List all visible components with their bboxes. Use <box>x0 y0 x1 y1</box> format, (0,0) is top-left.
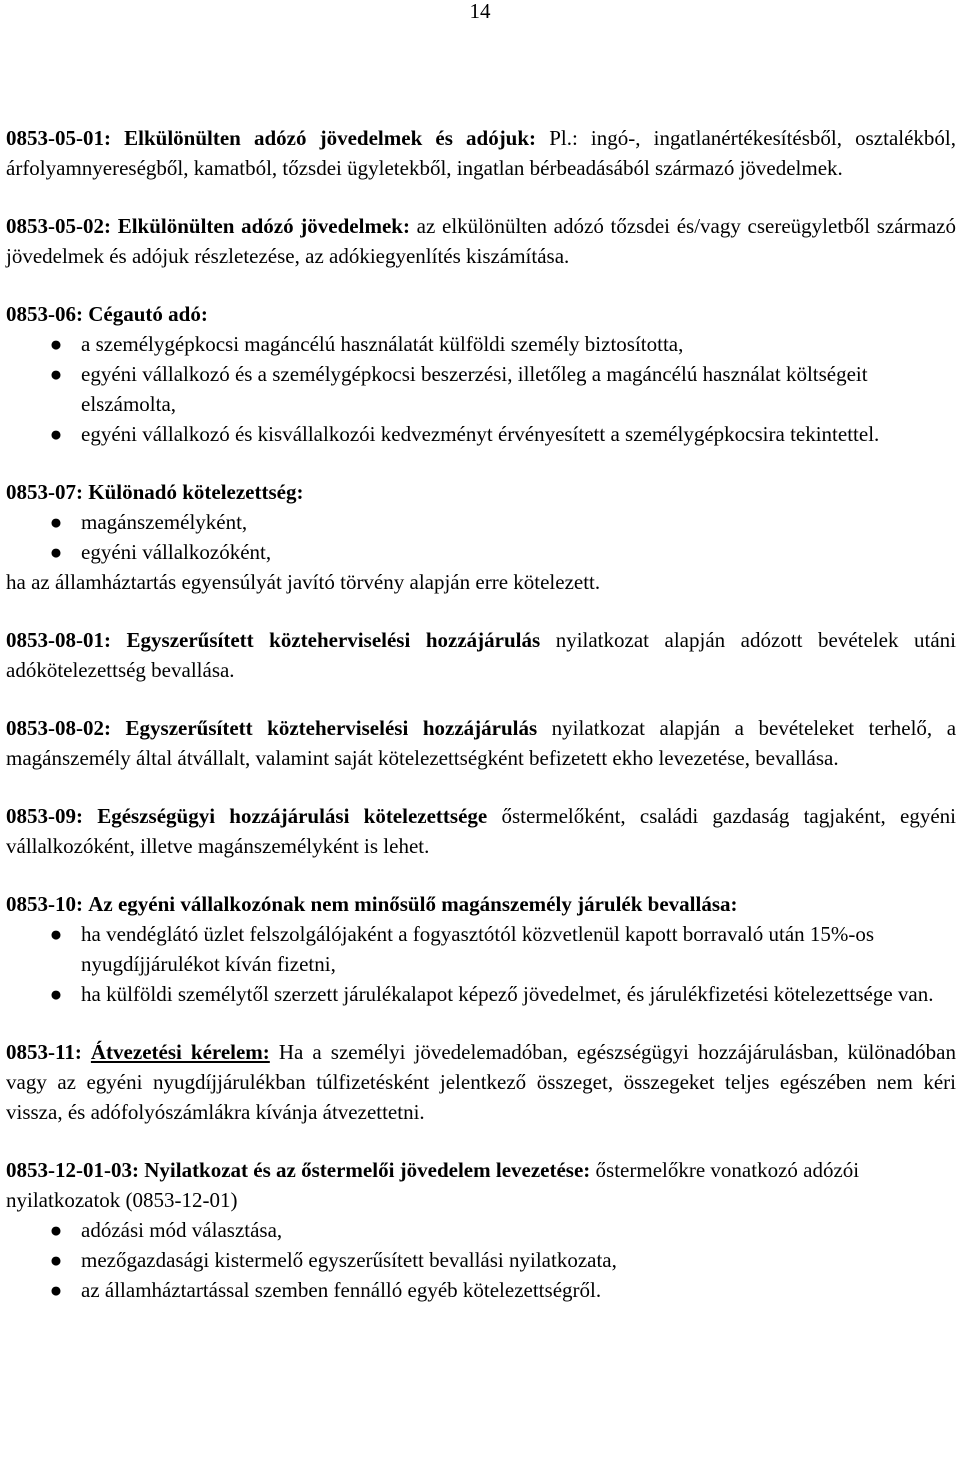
section-title: Különadó kötelezettség: <box>88 480 304 504</box>
section-text: őstermelőként, családi gazdaság tagjaként, egyéni vállalkozóként, illetve magánszemélyként is lehet. <box>6 804 956 858</box>
list-item-text: egyéni vállalkozó és a személygépkocsi beszerzési, illetőleg a magáncélú használat költségeit elszámolta, <box>81 362 868 416</box>
bullet-icon: ● <box>49 1218 63 1242</box>
section-code: 0853-09: <box>6 804 83 828</box>
section-code: 0853-08-02: <box>6 716 111 740</box>
list-item-text: az államháztartással szemben fennálló egyéb kötelezettségről. <box>81 1278 602 1302</box>
bullet-icon: ● <box>49 1248 63 1272</box>
list-item <box>6 1245 956 1275</box>
list-item-text: ha vendéglátó üzlet felszolgálójaként a fogyasztótól közvetlenül kapott borravaló után 15%-os nyugdíjjárulékot kíván fizetni, <box>81 922 875 976</box>
section-text: ha az államháztartás egyensúlyát javító törvény alapján erre kötelezett. <box>6 570 601 594</box>
bullet-icon: ● <box>49 540 63 564</box>
list-item <box>6 537 956 567</box>
section-0853-08-02 <box>6 713 956 773</box>
list-item <box>6 419 956 449</box>
list-item-text: egyéni vállalkozóként, <box>81 540 272 564</box>
section-code: 0853-10: <box>6 892 83 916</box>
section-code: 0853-06: <box>6 302 83 326</box>
section-0853-08-01 <box>6 625 956 685</box>
list-item-text: mezőgazdasági kistermelő egyszerűsített bevallási nyilatkozata, <box>81 1248 617 1272</box>
section-title: Az egyéni vállalkozónak nem minősülő magánszemély járulék bevallása: <box>88 892 738 916</box>
section-code: 0853-05-02: <box>6 214 111 238</box>
section-title: Nyilatkozat és az őstermelői jövedelem levezetése: <box>144 1158 591 1182</box>
section-0853-05-02 <box>6 211 956 271</box>
section-0853-06 <box>6 299 956 449</box>
section-heading <box>6 1155 956 1215</box>
section-heading <box>6 299 956 329</box>
section-code: 0853-05-01: <box>6 126 111 150</box>
section-code: 0853-11: <box>6 1040 82 1064</box>
list-item <box>6 979 956 1009</box>
bullet-icon: ● <box>49 510 63 534</box>
section-code: 0853-08-01: <box>6 628 111 652</box>
bullet-list <box>6 1215 956 1305</box>
section-title: Egyszerűsített közteherviselési hozzájárulás <box>126 628 541 652</box>
list-item-text: ha külföldi személytől szerzett járulékalapot képező jövedelmet, és járulékfizetési kötelezettsége van. <box>81 982 934 1006</box>
section-title: Cégautó adó: <box>88 302 208 326</box>
bullet-icon: ● <box>49 982 63 1006</box>
section-0853-12-01-03 <box>6 1155 956 1305</box>
section-title: Egyszerűsített közteherviselési hozzájárulás <box>125 716 538 740</box>
section-text: Ha a személyi jövedelemadóban, egészségügyi hozzájárulásban, különadóban vagy az egyéni nyugdíjjárulékban túlfizetésként jelentkező összeget, összegeket teljes egészében nem kéri vissza, és adófolyószámlákra kívánja átvezettetni. <box>6 1040 956 1124</box>
list-item-text: magánszemélyként, <box>81 510 248 534</box>
section-0853-09 <box>6 801 956 861</box>
bullet-list <box>6 329 956 449</box>
section-title: Átvezetési kérelem: <box>90 1040 270 1064</box>
section-text: nyilatkozat alapján a bevételeket terhelő, a magánszemély által átvállalt, valamint saját kötelezettségként befizetett ekho levezetése, bevallása. <box>6 716 957 770</box>
section-text: nyilatkozat alapján adózott bevételek utáni adókötelezettség bevallása. <box>6 628 956 682</box>
section-heading <box>6 889 956 919</box>
bullet-list <box>6 919 956 1009</box>
list-item <box>6 919 956 979</box>
section-title: Elkülönülten adózó jövedelmek: <box>117 214 410 238</box>
bullet-icon: ● <box>49 922 63 946</box>
section-title: Egészségügyi hozzájárulási kötelezettsége <box>97 804 488 828</box>
list-item <box>6 359 956 419</box>
section-0853-07 <box>6 477 956 597</box>
bullet-icon: ● <box>49 332 63 356</box>
list-item <box>6 1275 956 1305</box>
bullet-icon: ● <box>49 1278 63 1302</box>
section-0853-05-01 <box>6 123 956 183</box>
section-code: 0853-07: <box>6 480 83 504</box>
list-item-text: adózási mód választása, <box>81 1218 283 1242</box>
section-text: Pl.: ingó-, ingatlanértékesítésből, osztalékból, árfolyamnyereségből, kamatból, tőzsdei ügyletekből, ingatlan bérbeadásából származó jövedelmek. <box>6 126 957 180</box>
section-text: az elkülönülten adózó tőzsdei és/vagy csereügyletből származó jövedelmek és adójuk részletezése, az adókiegyenlítés kiszámítása. <box>6 214 956 268</box>
list-item <box>6 329 956 359</box>
page-number: 14 <box>469 0 491 23</box>
section-0853-10 <box>6 889 956 1009</box>
section-text: őstermelőkre vonatkozó adózói nyilatkozatok (0853-12-01) <box>6 1158 860 1212</box>
bullet-list <box>6 507 956 567</box>
document-body <box>6 123 956 1305</box>
bullet-icon: ● <box>49 362 63 386</box>
section-title: Elkülönülten adózó jövedelmek és adójuk: <box>124 126 537 150</box>
bullet-icon: ● <box>49 422 63 446</box>
list-item <box>6 1215 956 1245</box>
list-item-text: a személygépkocsi magáncélú használatát külföldi személy biztosította, <box>81 332 684 356</box>
section-heading <box>6 477 956 507</box>
section-code: 0853-12-01-03: <box>6 1158 139 1182</box>
section-0853-11 <box>6 1037 956 1127</box>
list-item-text: egyéni vállalkozó és kisvállalkozói kedvezményt érvényesített a személygépkocsira tekintettel. <box>81 422 880 446</box>
list-item <box>6 507 956 537</box>
